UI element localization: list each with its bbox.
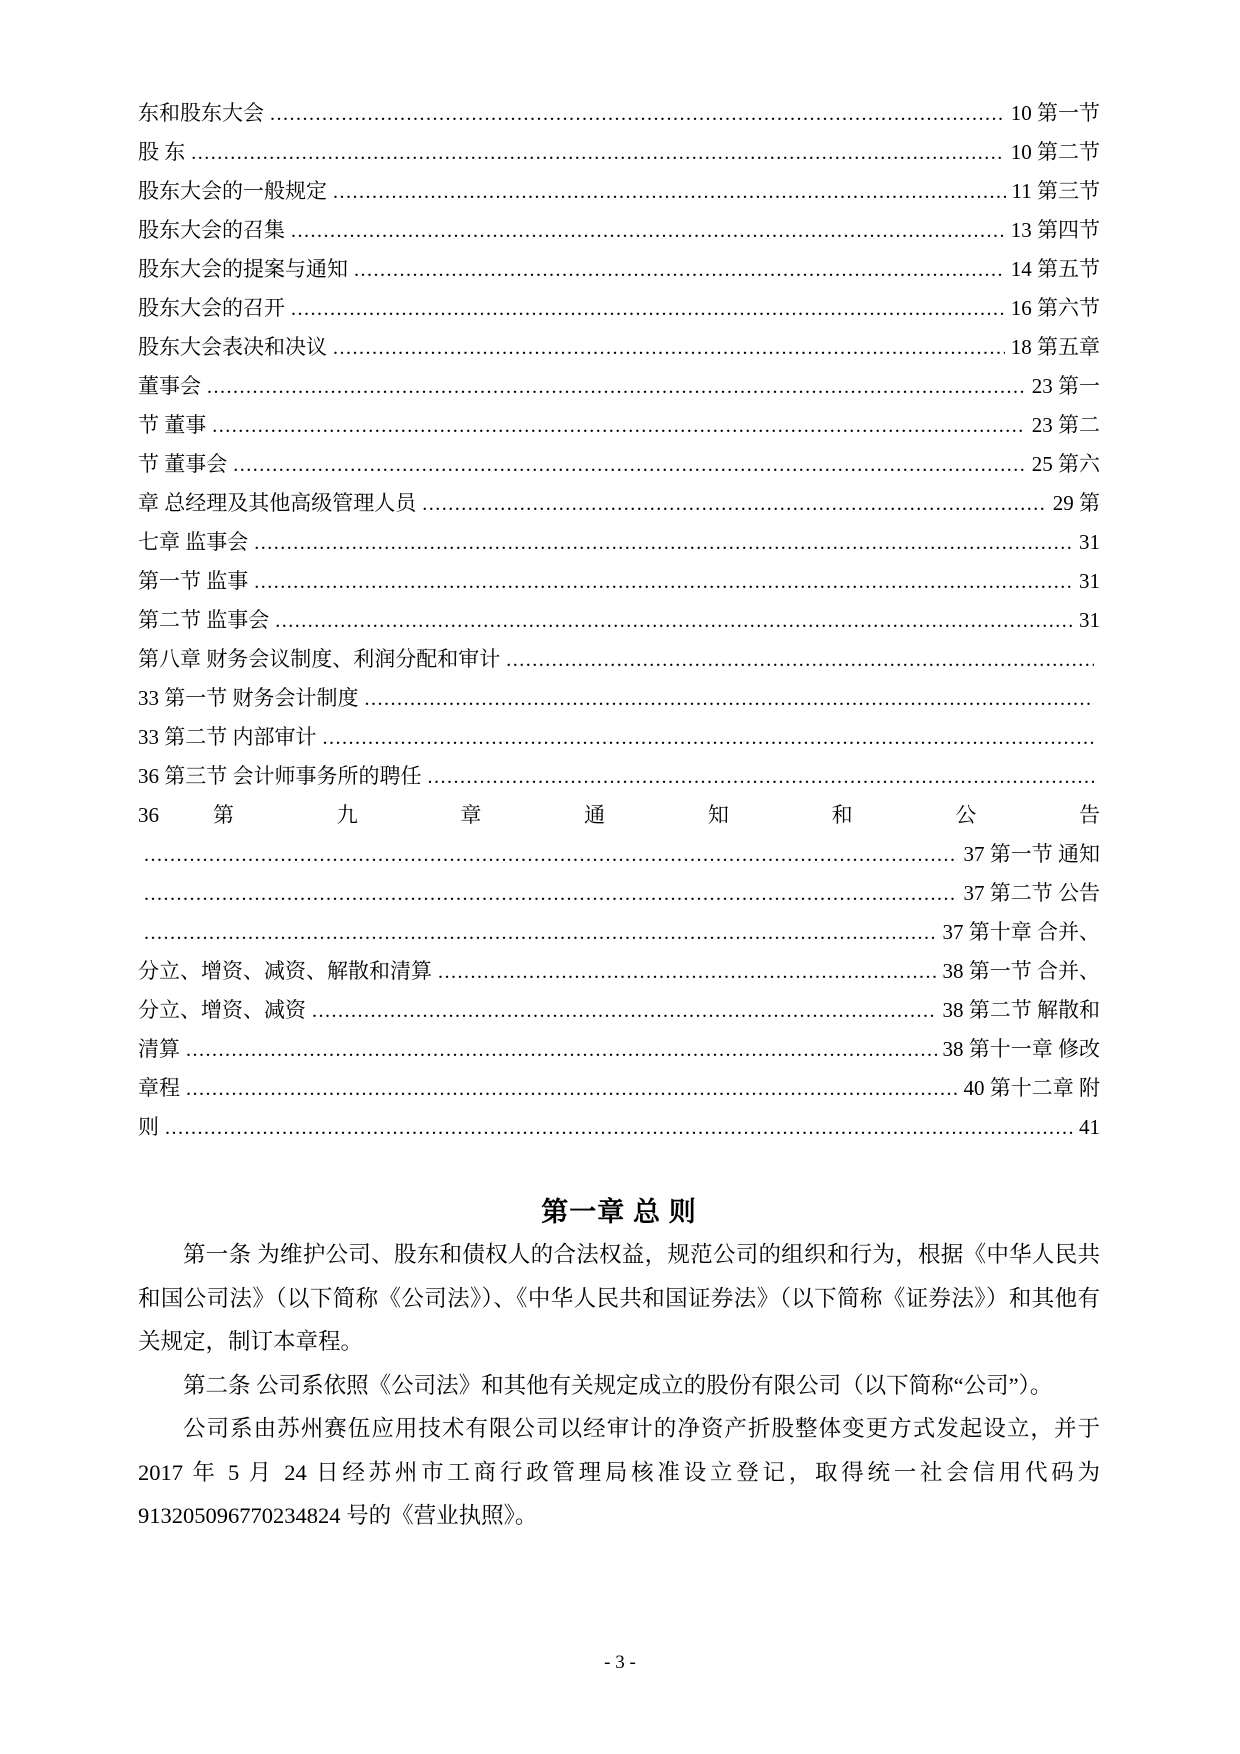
toc-entry xyxy=(138,523,1100,562)
toc-entry-page: 31 xyxy=(1079,569,1100,593)
toc-entry xyxy=(138,601,1100,640)
dot-leader xyxy=(506,640,1094,680)
toc-entry-title: 股东大会的召开 xyxy=(138,296,285,320)
dot-leader xyxy=(438,952,937,992)
toc-entry-title: 33 第二节 内部审计 xyxy=(138,725,317,749)
toc-entry xyxy=(138,1030,1100,1069)
dot-leader xyxy=(291,211,1005,251)
toc-entry xyxy=(138,211,1100,250)
toc-entry-page: 23 第二 xyxy=(1031,413,1100,437)
toc-entry-page: 37 第十章 合并、 xyxy=(942,920,1100,944)
dot-leader xyxy=(191,133,1005,173)
toc-entry-page: 16 第六节 xyxy=(1010,296,1100,320)
toc-entry-title: 节 董事 xyxy=(138,413,207,437)
toc-entry-title: 第二节 监事会 xyxy=(138,608,270,632)
dot-leader xyxy=(144,913,937,953)
dot-leader xyxy=(291,289,1005,329)
dot-leader xyxy=(212,406,1026,446)
dot-leader xyxy=(144,835,958,875)
toc-entry-page: 38 第一节 合并、 xyxy=(942,959,1100,983)
toc-entry-page: 25 第六 xyxy=(1031,452,1100,476)
dot-leader xyxy=(333,328,1005,368)
toc-entry-page: 18 第五章 xyxy=(1010,335,1100,359)
toc-entry-title: 股 东 xyxy=(138,140,186,164)
toc-entry-page: 29 第 xyxy=(1052,491,1100,515)
toc-entry-title: 股东大会的提案与通知 xyxy=(138,257,348,281)
toc-entry xyxy=(138,445,1100,484)
toc-entry-title: 七章 监事会 xyxy=(138,530,249,554)
table-of-contents xyxy=(138,94,1100,1147)
footer-page-number: - 3 - xyxy=(604,1652,636,1673)
toc-entry xyxy=(138,835,1100,874)
toc-entry-page: 41 xyxy=(1079,1115,1100,1139)
toc-entry-title: 分立、增资、减资 xyxy=(138,998,306,1022)
toc-entry-page: 11 第三节 xyxy=(1011,179,1100,203)
toc-entry-title: 第八章 财务会议制度、利润分配和审计 xyxy=(138,647,501,671)
toc-entry-page: 10 第一节 xyxy=(1010,101,1100,125)
toc-entry xyxy=(138,133,1100,172)
toc-entry-page: 13 第四节 xyxy=(1010,218,1100,242)
toc-entry-title: 33 第一节 财务会计制度 xyxy=(138,686,359,710)
chapter-heading: 第一章 总 则 xyxy=(541,1197,697,1227)
dot-leader xyxy=(428,757,1095,797)
toc-entry-page: 31 xyxy=(1079,608,1100,632)
dot-leader xyxy=(165,1108,1073,1148)
toc-entry-title: 分立、增资、减资、解散和清算 xyxy=(138,959,432,983)
dot-leader xyxy=(186,1069,958,1109)
toc-entry-page: 37 第一节 通知 xyxy=(963,842,1100,866)
dot-leader xyxy=(254,523,1073,563)
toc-entry-title: 股东大会的召集 xyxy=(138,218,285,242)
paragraph: 公司系由苏州赛伍应用技术有限公司以经审计的净资产折股整体变更方式发起设立，并于 2017 年 5 月 24 日经苏州市工商行政管理局核准设立登记，取得统一社会信用代码为 913205096770234824 号的《营业执照》。 xyxy=(138,1416,1100,1528)
toc-entry xyxy=(138,172,1100,211)
toc-entry xyxy=(138,718,1100,757)
toc-entry-justified: 36 第 九 章 通 知 和 公 告 xyxy=(138,803,1100,827)
dot-leader xyxy=(422,484,1047,524)
toc-entry xyxy=(138,562,1100,601)
paragraph: 第二条 公司系依照《公司法》和其他有关规定成立的股份有限公司（以下简称“公司”）。 xyxy=(183,1372,1053,1398)
toc-entry-title: 节 董事会 xyxy=(138,452,228,476)
toc-entry xyxy=(138,289,1100,328)
toc-entry-title: 则 xyxy=(138,1115,159,1139)
dot-leader xyxy=(144,874,958,914)
toc-entry xyxy=(138,367,1100,406)
toc-entry-page: 37 第二节 公告 xyxy=(963,881,1100,905)
dot-leader xyxy=(270,94,1005,134)
toc-entry xyxy=(138,874,1100,913)
dot-leader xyxy=(233,445,1026,485)
dot-leader xyxy=(333,172,1006,212)
toc-entry-page: 10 第二节 xyxy=(1010,140,1100,164)
toc-entry xyxy=(138,991,1100,1030)
toc-entry-page: 38 第十一章 修改 xyxy=(942,1037,1100,1061)
toc-entry-title: 股东大会表决和决议 xyxy=(138,335,327,359)
toc-entry-page: 38 第二节 解散和 xyxy=(942,998,1100,1022)
toc-entry-title: 东和股东大会 xyxy=(138,101,264,125)
dot-leader xyxy=(365,679,1095,719)
dot-leader xyxy=(186,1030,937,1070)
toc-entry xyxy=(138,1069,1100,1108)
toc-entry-title: 章 总经理及其他高级管理人员 xyxy=(138,491,417,515)
toc-entry-page: 23 第一 xyxy=(1031,374,1100,398)
toc-entry xyxy=(138,328,1100,367)
dot-leader xyxy=(275,601,1073,641)
toc-entry-title: 股东大会的一般规定 xyxy=(138,179,327,203)
dot-leader xyxy=(354,250,1005,290)
toc-entry-page: 14 第五节 xyxy=(1010,257,1100,281)
toc-entry xyxy=(138,1108,1100,1147)
toc-entry xyxy=(138,484,1100,523)
dot-leader xyxy=(207,367,1026,407)
toc-entry-page: 40 第十二章 附 xyxy=(963,1076,1100,1100)
toc-entry-title: 第一节 监事 xyxy=(138,569,249,593)
toc-entry-title: 章程 xyxy=(138,1076,180,1100)
toc-entry xyxy=(138,679,1100,718)
toc-entry xyxy=(138,250,1100,289)
page-content xyxy=(138,94,1100,1538)
toc-entry-title: 清算 xyxy=(138,1037,180,1061)
toc-entry-title: 董事会 xyxy=(138,374,201,398)
toc-entry xyxy=(138,640,1100,679)
chapter-body xyxy=(138,1233,1100,1538)
dot-leader xyxy=(312,991,937,1031)
dot-leader xyxy=(254,562,1073,602)
toc-entry-title: 36 第三节 会计师事务所的聘任 xyxy=(138,764,422,788)
dot-leader xyxy=(323,718,1095,758)
toc-entry xyxy=(138,913,1100,952)
toc-entry xyxy=(138,94,1100,133)
toc-entry-page: 31 xyxy=(1079,530,1100,554)
toc-entry xyxy=(138,757,1100,796)
toc-entry xyxy=(138,406,1100,445)
paragraph: 第一条 为维护公司、股东和债权人的合法权益，规范公司的组织和行为，根据《中华人民共和国公司法》（以下简称《公司法》）、《中华人民共和国证券法》（以下简称《证券法》）和其他有关规定，制订本章程。 xyxy=(138,1242,1100,1354)
toc-entry xyxy=(138,952,1100,991)
